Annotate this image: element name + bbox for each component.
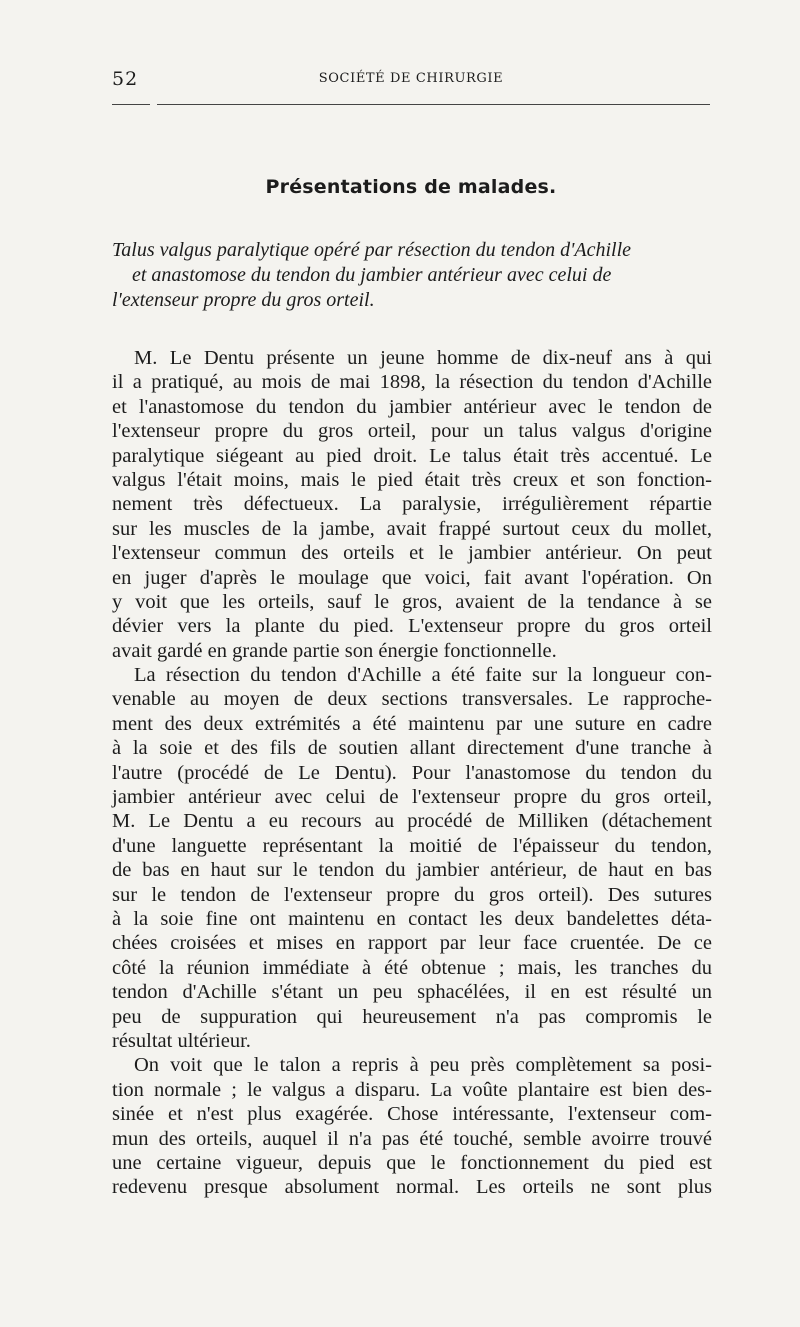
- running-title: SOCIÉTÉ DE CHIRURGIE: [318, 71, 504, 86]
- text-line: nement très défectueux. La paralysie, irrégulièrement répartie: [112, 493, 712, 516]
- text-line: une certaine vigueur, depuis que le fonctionnement du pied est: [112, 1151, 712, 1174]
- header-rule-right: [157, 104, 710, 105]
- text-line: l'extenseur commun des orteils et le jambier antérieur. On peut: [112, 542, 712, 565]
- running-head: [112, 68, 710, 90]
- case-title-line: Talus valgus paralytique opéré par résection du tendon d'Achille: [112, 239, 632, 261]
- text-line: sur les muscles de la jambe, avait frappé surtout ceux du mollet,: [112, 517, 712, 540]
- case-title: [112, 238, 712, 313]
- text-line: en juger d'après le moulage que voici, fait avant l'opération. On: [112, 566, 712, 589]
- text-line: paralytique siégeant au pied droit. Le talus était très accentué. Le: [112, 444, 712, 467]
- text-line: résultat ultérieur.: [112, 1029, 251, 1052]
- text-line: ment des deux extrémités a été maintenu par une suture en cadre: [112, 712, 712, 735]
- text-line: La résection du tendon d'Achille a été faite sur la longueur con-: [134, 664, 712, 687]
- text-line: avait gardé en grande partie son énergie fonctionnelle.: [112, 639, 557, 662]
- body-text: [112, 346, 712, 1200]
- text-line: jambier antérieur avec celui de l'extenseur propre du gros orteil,: [112, 786, 712, 809]
- case-title-line: et anastomose du tendon du jambier antérieur avec celui de: [132, 264, 612, 286]
- text-line: redevenu presque absolument normal. Les orteils ne sont plus: [112, 1176, 712, 1199]
- text-line: sur le tendon de l'extenseur propre du gros orteil). Des sutures: [112, 883, 712, 906]
- text-line: sinée et n'est plus exagérée. Chose intéressante, l'extenseur com-: [112, 1103, 712, 1126]
- text-line: côté la réunion immédiate à été obtenue ; mais, les tranches du: [112, 956, 712, 979]
- text-line: à la soie fine ont maintenu en contact les deux bandelettes déta-: [112, 907, 712, 930]
- text-line: et l'anastomose du tendon du jambier antérieur avec le tendon de: [112, 395, 712, 418]
- text-line: M. Le Dentu a eu recours au procédé de Milliken (détachement: [112, 810, 712, 833]
- text-line: y voit que les orteils, sauf le gros, avaient de la tendance à se: [112, 590, 712, 613]
- text-line: On voit que le talon a repris à peu près complètement sa posi-: [134, 1054, 712, 1077]
- text-line: tendon d'Achille s'étant un peu sphacélées, il en est résulté un: [112, 981, 712, 1004]
- page-number: 52: [112, 68, 139, 90]
- text-line: tion normale ; le valgus a disparu. La voûte plantaire est bien des-: [112, 1078, 712, 1101]
- text-line: peu de suppuration qui heureusement n'a pas compromis le: [112, 1005, 712, 1028]
- text-line: mun des orteils, auquel il n'a pas été touché, semble avoirre trouvé: [112, 1127, 712, 1150]
- text-line: l'extenseur propre du gros orteil, pour un talus valgus d'origine: [112, 420, 712, 443]
- text-line: l'autre (procédé de Le Dentu). Pour l'anastomose du tendon du: [112, 761, 712, 784]
- text-line: il a pratiqué, au mois de mai 1898, la résection du tendon d'Achille: [112, 371, 712, 394]
- text-line: venable au moyen de deux sections transversales. Le rapproche-: [112, 688, 712, 711]
- text-line: de bas en haut sur le tendon du jambier antérieur, de haut en bas: [112, 859, 712, 882]
- text-line: M. Le Dentu présente un jeune homme de dix-neuf ans à qui: [134, 347, 712, 369]
- text-line: chées croisées et mises en rapport par leur face cruentée. De ce: [112, 932, 712, 955]
- text-line: d'une languette représentant la moitié de l'épaisseur du tendon,: [112, 834, 712, 857]
- header-rule-left: [112, 104, 150, 105]
- text-line: valgus l'était moins, mais le pied était très creux et son fonction-: [112, 468, 712, 491]
- case-title-line: l'extenseur propre du gros orteil.: [112, 289, 375, 311]
- text-line: à la soie et des fils de soutien allant directement d'une tranche à: [112, 737, 712, 760]
- section-title: Présentations de malades.: [265, 176, 557, 198]
- text-line: dévier vers la plante du pied. L'extenseur propre du gros orteil: [112, 615, 712, 638]
